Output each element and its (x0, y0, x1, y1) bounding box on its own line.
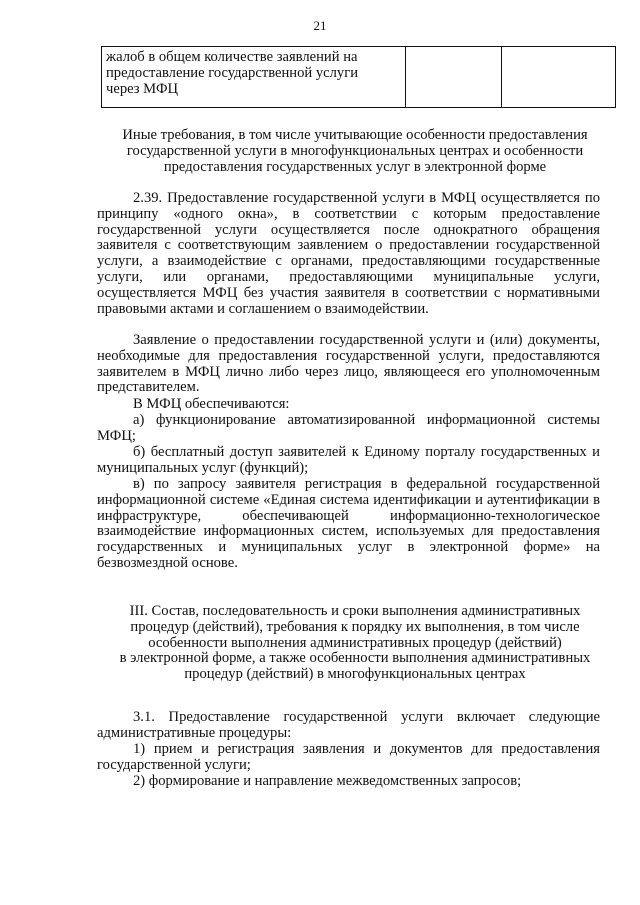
section-heading-iii (95, 604, 615, 683)
table-cell-line: через МФЦ (106, 80, 179, 97)
heading-line: III. Состав, последовательность и сроки выполнения административных (129, 603, 581, 619)
list-item-b: б) бесплатный доступ заявителей к Единому порталу государственных и муниципальных услуг (функций); (97, 444, 600, 476)
heading-line: предоставления государственных услуг в электронной форме (163, 158, 547, 175)
procedure-1: 1) прием и регистрация заявления и документов для предоставления государственной услуги; (97, 741, 600, 773)
list-item-a: а) функционирование автоматизированной информационной системы МФЦ; (97, 412, 600, 444)
page-number: 21 (313, 18, 327, 33)
heading-line: в электронной форме, а также особенности выполнения административных (119, 650, 591, 667)
section-heading-other-requirements (95, 128, 615, 175)
heading-line: процедур (действий), требования к порядку их выполнения, в том числе (130, 618, 580, 635)
paragraph-2-39: 2.39. Предоставление государственной услуги в МФЦ осуществляется по принципу «одного окна», в соответствии с которым предоставление государственной услуги осуществляется после однократного обращения заявителя с соответствующим заявлением о предоставлении государственной услуги, а взаимодействие с органами, предоставляющими государственные услуги, или органами, предоставляющими муниципальные услуги, осуществляется МФЦ без участия заявителя в соответствии с нормативными правовыми актами и соглашением о взаимодействии. (97, 190, 600, 317)
table-cell-empty (502, 47, 615, 107)
heading-line: особенности выполнения административных процедур (действий) (148, 634, 562, 651)
paragraph-3-1: 3.1. Предоставление государственной услуги включает следующие административные процедуры: (97, 709, 600, 741)
list-item-c: в) по запросу заявителя регистрация в федеральной государственной информационной системе «Единая система идентификации и аутентификации в инфраструктуре, обеспечивающей информационно-технологическое взаимодействие информационных систем, используемых для предоставления государственных и муниципальных услуг в электронной форме» на безвозмездной основе. (97, 476, 600, 571)
table-cell-indicator-text (102, 47, 406, 107)
heading-line: процедур (действий) в многофункциональных центрах (184, 666, 526, 683)
paragraph-application: Заявление о предоставлении государственной услуги и (или) документы, необходимые для предоставления государственной услуги, предоставляются заявителем в МФЦ лично либо через лицо, являющееся его уполномоченным представителем. (97, 332, 600, 396)
procedure-2: 2) формирование и направление межведомственных запросов; (133, 773, 522, 789)
paragraph-mfc-provides: В МФЦ обеспечиваются: (133, 396, 290, 412)
heading-line: государственной услуги в многофункциональных центрах и особенности (126, 142, 584, 159)
table-cell-line: предоставление государственной услуги (106, 64, 358, 81)
table-cell-empty (406, 47, 502, 107)
heading-line: Иные требования, в том числе учитывающие особенности предоставления (122, 127, 588, 143)
table-cell-line: жалоб в общем количестве заявлений на (106, 49, 358, 65)
indicator-table-fragment (101, 46, 616, 108)
